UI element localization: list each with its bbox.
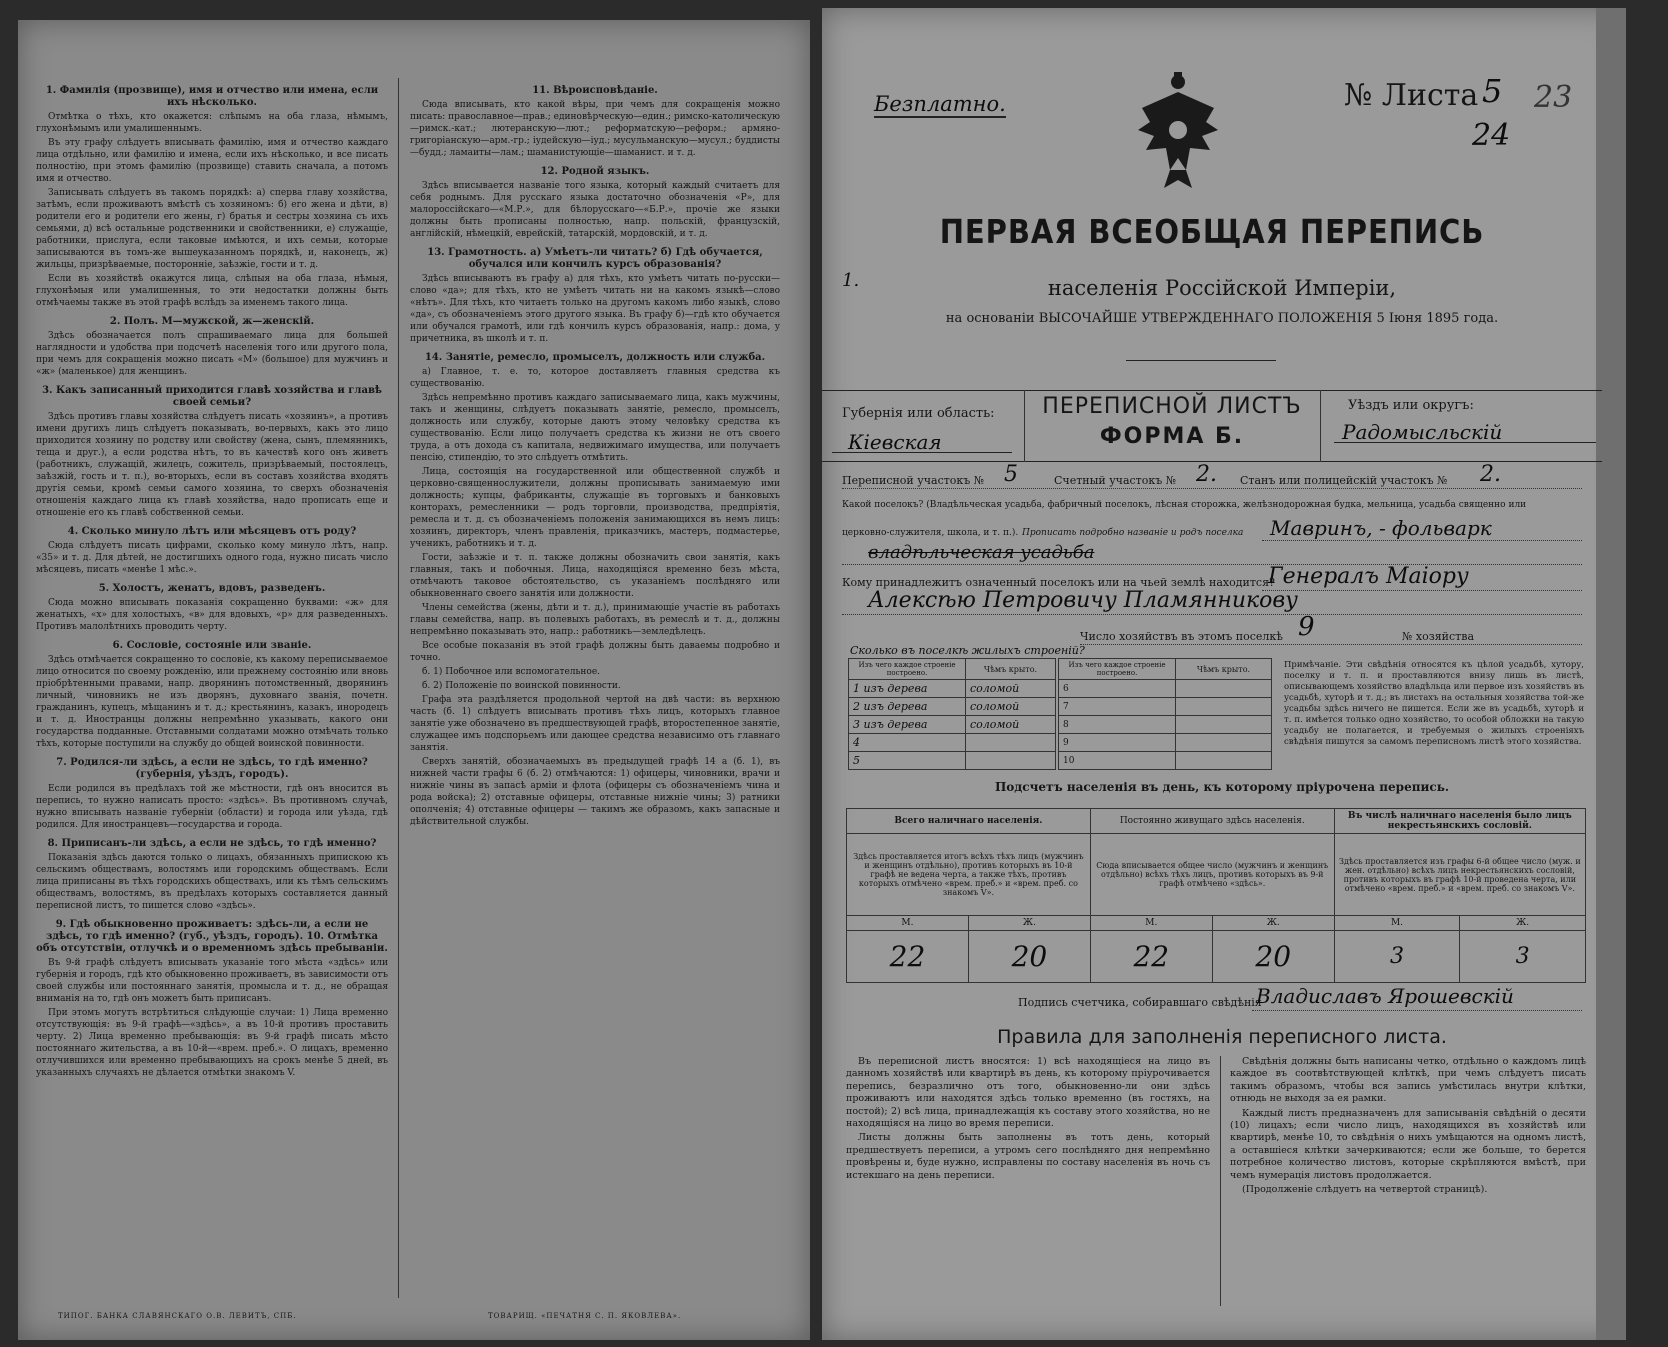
building-roof [1176,752,1272,770]
instructions-column-1 [36,78,388,1298]
section-paragraph: Сюда можно вписывать показанія сокращенно буквами: «ж» для женатыхъ, «х» для холостыхъ, «в» для вдовыхъ, «р» для разведенныхъ. Противъ малолѣтнихъ проводить черту. [36,598,388,632]
stan-value: 2. [1480,462,1501,487]
population-count-table [846,808,1586,983]
building-number: 7 [1059,698,1176,716]
count-desc-nonpeasant: Здѣсь проставляется изъ графы 6-й общее число (муж. и жен. отдѣльно) всѣхъ лицъ некрестьянскихъ сословій, противъ которыхъ въ графѣ 10-й проведена черта, или отмѣчено «врем. преб.» и «врем. преб. со знакомъ V». [1334,834,1585,916]
owner-line-2 [842,614,1582,615]
section-heading: 5. Холостъ, женатъ, вдовъ, разведенъ. [98,583,326,594]
uchastok-line [842,488,1582,489]
buildings-label: Сколько въ поселкѣ жилыхъ строеній? [850,644,1085,657]
section-paragraph: Здѣсь отмѣчается сокращенно то сословіе, къ какому переписываемое лицо относится по своему рожденію, или прежнему состоянію или вновь пріобрѣтенными правами, напр. дворянинъ потомственный, дворянинъ личный, чиновникъ не изъ дворянъ, духовнаго званія, почетн. гражданинъ, купецъ, мѣщанинъ и т. д.; крестьянинъ, казакъ, инородецъ и т. д. Иностранцы должны непремѣнно указывать, какого они государства подданные. Отставными солдатами можно отмѣчать только тѣхъ, которые поступили на службу до общей воинской повинности. [36,655,388,749]
building-roof [1176,680,1272,698]
section-paragraph: Если въ хозяйствѣ окажутся лица, слѣпыя на оба глаза, нѣмыя, глухонѣмыя или умалишенныя, то эти недостатки должны быть отмѣчаемы также въ этой графѣ вслѣдъ за именемъ такого лица. [36,274,388,308]
rules-title: Правила для заполненія переписного листа. [997,1026,1447,1048]
signature-line [1252,1010,1582,1011]
poselok-line [1262,540,1582,541]
household-no-label: № хозяйства [1402,630,1474,643]
section-heading: 2. Полъ. М—мужской, ж—женскій. [109,316,315,327]
section-heading: 9. Гдѣ обыкновенно проживаетъ: здѣсь-ли, а если не здѣсь, то гдѣ именно? (губ., уѣздъ, городъ). 10. Отмѣтка объ отсутствіи, отлучкѣ и о временномъ здѣсь пребываніи. [36,919,388,954]
count-total-m: 22 [847,931,969,983]
owner-value-2: Алексѣю Петровичу Пламянникову [868,588,1298,613]
section-paragraph: Лица, состоящія на государственной или общественной службѣ и церковно-священнослужители, должны прописывать занимаемую ими должность; купцы, фабриканты, служащіе въ торговыхъ и банковыхъ конторахъ, ремесленники — родъ торговли, производства, предпріятія, ремесла и т. д. съ обозначеніемъ положенія занимающихся въ немъ лицъ: хозяинъ, директоръ, членъ правленія, приказчикъ, мастеръ, подмастерье, ученикъ, работникъ и т. д. [410,467,780,549]
section-heading: 6. Сословіе, состояніе или званіе. [112,640,312,651]
signature-value: Владиславъ Ярошевскій [1256,984,1514,1008]
building-row [849,680,1056,698]
count-permanent-zh: 20 [1212,931,1334,983]
count-desc-permanent: Сюда вписывается общее число (мужчинъ и женщинъ отдѣльно) всѣхъ тѣхъ лицъ, противъ которыхъ въ 9-й графѣ отмѣчено «здѣсь». [1090,834,1334,916]
sheet-number-value: 5 [1482,72,1503,110]
section-heading: 13. Грамотность. а) Умѣетъ-ли читать? б) Гдѣ обучается, обучался или кончилъ курсъ образованія? [427,247,763,270]
rules-paragraph: Каждый листъ предназначенъ для записыванія свѣдѣній о десяти (10) лицахъ; если число лицъ, находящихся въ хозяйствѣ или квартирѣ, менѣе 10, то свѣдѣнія о нихъ умѣщаются на одномъ листѣ, а оставшіеся клѣтки зачеркиваются; если же больше, то берется потребное количество листовъ, которые скрѣпляются вмѣстѣ, при чемъ нумерація листовъ продолжается. [1230,1107,1586,1181]
count-head-permanent: Постоянно живущаго здѣсь населенія. [1090,809,1334,834]
section-paragraph: б. 1) Побочное или вспомогательное. [422,667,601,677]
section-heading: 3. Какъ записанный приходится главѣ хозяйства и главѣ своей семьи? [42,385,382,408]
count-nonpeasant-m: 3 [1334,931,1460,983]
building-roof [1176,734,1272,752]
stan-label: Станъ или полицейскій участокъ № [1240,474,1448,487]
owner-value-1: Генералъ Маіору [1268,564,1469,589]
section-heading: 7. Родился-ли здѣсь, а если не здѣсь, то гдѣ именно? (губернія, уѣздъ, городъ). [56,757,368,780]
instructions-column-2 [410,78,780,1298]
instructions-page [18,20,810,1340]
section-paragraph: Сюда вписывать, кто какой вѣры, при чемъ для сокращенія можно писать: православное—прав.; единовѣрческую—един.; римско-католическую—римск.-кат.; лютеранскую—лют.; реформатскую—реформ.; армяно-григоріанскую—арм.-гр.; іудейскую—іуд.; мусульманскую—мусул.; буддисты—будд.; ламаиты—лам.; шаманистующіе—шаманист. и т. д. [410,100,780,158]
free-stamp: Безплатно. [874,92,1006,116]
building-roof: соломой [966,680,1056,698]
form-type-title: ПЕРЕПИСНОЙ ЛИСТЪ [1042,394,1302,419]
households-value: 9 [1298,612,1315,642]
printer-imprint-right: ТОВАРИЩ. «ПЕЧАТНЯ С. П. ЯКОВЛЕВА». [488,1312,682,1320]
building-row [1059,680,1272,698]
gubernia-line [832,452,1012,453]
building-roof [1176,698,1272,716]
building-roof [966,752,1056,770]
section-heading: 1. Фамилія (прозвище), имя и отчество или имена, если ихъ нѣсколько. [45,85,379,108]
page-stack-edge [1596,8,1626,1340]
building-material: 5 [849,752,966,770]
schetny-label: Счетный участокъ № [1054,474,1177,487]
m-head: М. [1090,916,1212,931]
bld-head-roof: Чѣмъ крыто. [966,659,1056,680]
sheet-number-label: № Листа [1344,78,1479,113]
building-row [849,716,1056,734]
section-paragraph: Сверхъ занятій, обозначаемыхъ въ предыдущей графѣ 14 а (б. 1), въ нижней части графы 6 (б. 2) отмѣчаются: 1) офицеры, чиновники, врачи и нижніе чины въ запасѣ арміи и флота (офицеры съ обозначеніемъ чина и рода войска); 2) отставные офицеры, отставные нижніе чины; 3) ратники ополченія; 4) отставные офицеры — такимъ же образомъ, какъ запасные и дѣйствительной службы. [410,757,780,827]
sheet-number-alt: 24 [1472,118,1511,153]
building-row [849,734,1056,752]
building-number: 8 [1059,716,1176,734]
gubernia-value: Кіевская [848,430,942,454]
poselok-struck: владѣльческая усадьба [868,542,1095,563]
imperial-eagle-icon [1130,70,1226,192]
section-paragraph: а) Главное, т. е. то, которое доставляетъ главныя средства къ существованію. [410,367,780,389]
building-roof: соломой [966,698,1056,716]
m-head: М. [1334,916,1460,931]
section-paragraph: Отмѣтка о тѣхъ, кто окажется: слѣпымъ на оба глаза, нѣмымъ, глухонѣмымъ или умалишеннымъ. [36,112,388,134]
poselok-value: Мавринъ, - фольварк [1270,516,1492,540]
zh-head: Ж. [1212,916,1334,931]
count-total-zh: 20 [968,931,1090,983]
section-paragraph: Члены семейства (жены, дѣти и т. д.), принимающіе участіе въ работахъ главы семейства, напр. въ полевыхъ работахъ, въ ремеслѣ и т. д., должны непремѣнно показывать это, напр.: работникъ—земледѣлецъ. [410,603,780,637]
poselok-line-2 [842,564,1582,565]
schetny-value: 2. [1196,462,1217,487]
section-paragraph: Записывать слѣдуетъ въ такомъ порядкѣ: а) сперва главу хозяйства, затѣмъ, если проживаютъ вмѣстѣ съ хозяиномъ: б) его жена и дѣти, в) родители его и родители его жены, г) братья и сестры хозяина съ ихъ семьями, д) всѣ остальные родственники и свойственники, е) служащіе, работники, прислуга, если таковые имѣются, и ихъ семьи, которые записываются въ томъ-же вышеуказанномъ порядкѣ, и, наконецъ, ж) жильцы, призрѣваемые, посторонніе, заѣзжіе, гости и т. д. [36,188,388,270]
buildings-table-left [848,658,1056,770]
section-paragraph: Здѣсь противъ главы хозяйства слѣдуетъ писать «хозяинъ», а противъ имени другихъ лицъ слѣдуетъ показывать, во-первыхъ, какъ это лицо приходится хозяину по родству или свойству (жена, сынъ, племянникъ, теща и друг.), а если родства нѣтъ, то въ качествѣ кого онъ живетъ (работникъ, служащій, жилецъ, сожитель, призрѣваемый, постоялецъ, заѣзжій, гость и т. п.), во-вторыхъ, если въ составъ хозяйства входятъ другія семьи, кромѣ семьи самого хозяина, то сверхъ обозначенія отношенія каждаго лица къ главѣ хозяйства, надо прописать еще и отношеніе его къ главѣ собственной семьи. [36,412,388,518]
count-head-nonpeasant: Въ числѣ наличнаго населенія было лицъ некрестьянскихъ сословій. [1334,809,1585,834]
building-material: 1 изъ дерева [849,680,966,698]
section-paragraph: Въ эту графу слѣдуетъ вписывать фамилію, имя и отчество каждаго лица отдѣльно, или фамилію и имена, если ихъ нѣсколько, и все писать полностію, при этомъ фамилію (прозвище) ставить сначала, а потомъ имя и отчество. [36,138,388,184]
section-heading: 12. Родной языкъ. [540,166,650,177]
poselok-hint: Прописать подробно названіе и родъ поселка [1022,528,1244,538]
count-title: Подсчетъ населенія въ день, къ которому пріурочена перепись. [994,780,1450,794]
building-row [1059,698,1272,716]
rules-paragraph: (Продолженіе слѣдуетъ на четвертой страницѣ). [1242,1184,1488,1196]
buildings-table-right [1058,658,1272,770]
section-paragraph: Здѣсь вписывается названіе того языка, который каждый считаетъ для себя роднымъ. Для русскаго языка достаточно обозначенія «Р», для малороссійскаго—«М.Р.», для бѣлорусскаго—«Б.Р.», прочіе же языки должны быть прописаны полностью, напр. польскій, французскій, англійскій, нѣмецкій, еврейскій, татарскій, мордовскій, и т. д. [410,181,780,239]
header-divider-right [1320,390,1321,462]
building-row [1059,734,1272,752]
section-paragraph: Все особые показанія въ этой графѣ должны быть даваемы подробно и точно. [410,641,780,663]
section-heading: 8. Приписанъ-ли здѣсь, а если не здѣсь, то гдѣ именно? [47,838,377,849]
section-paragraph: Показанія здѣсь даются только о лицахъ, обязанныхъ припискою къ сельскимъ обществамъ, волостямъ или городскимъ обществамъ. Если лица приписаны въ тѣхъ городскихъ обществахъ, или къ тѣмъ сельскимъ обществамъ, волостямъ, въ предѣлахъ которыхъ составляется данный переписной листъ, то пишется слово «здѣсь». [36,853,388,911]
building-roof [1176,716,1272,734]
households-label: Число хозяйствъ въ этомъ поселкѣ [1080,630,1283,643]
building-roof: соломой [966,716,1056,734]
printer-imprint-left: ТИПОГ. БАНКА СЛАВЯНСКАГО О.В. ЛЕВИТЪ, СПБ. [58,1312,297,1320]
building-number: 10 [1059,752,1176,770]
section-paragraph: Здѣсь обозначается полъ спрашиваемаго лица для большей наглядности и удобства при подсчетѣ населенія того или другого пола, при чемъ для сокращенія можно писать «М» (большое) для мужчинъ и «ж» (маленькое) для женщинъ. [36,331,388,377]
building-row [849,698,1056,716]
uezd-value: Радомысльскій [1342,420,1503,444]
uezd-line [1334,442,1596,443]
poselok-label: Какой поселокъ? (Владѣльческая усадьба, фабричный поселокъ, лѣсная сторожка, желѣзнодорожная будка, мельница, усадьба священно или [842,500,1527,510]
zh-head: Ж. [1460,916,1586,931]
m-head: М. [847,916,969,931]
census-form-page [822,8,1626,1340]
section-heading: 4. Сколько минуло лѣтъ или мѣсяцевъ отъ роду? [67,526,357,537]
rules-divider [1220,1056,1221,1306]
count-nonpeasant-zh: 3 [1460,931,1586,983]
corner-number: 23 [1534,80,1573,115]
owner-line [1262,590,1582,591]
section-heading: 14. Занятіе, ремесло, промыселъ, должность или служба. [424,352,766,363]
section-paragraph: Сюда слѣдуетъ писать цифрами, сколько кому минуло лѣтъ, напр. «35» и т. д. Для дѣтей, не достигшихъ одного года, нужно писать число мѣсяцевъ, писать «менѣе 1 мѣс.». [36,541,388,575]
uchastok-label: Переписной участокъ № [842,474,985,487]
signature-label: Подпись счетчика, собиравшаго свѣдѣнія [1018,996,1262,1009]
section-paragraph: Въ 9-й графѣ слѣдуетъ вписывать указаніе того мѣста «здѣсь» или губернія и городъ, гдѣ кто обыкновенно проживаетъ, въ зависимости отъ своей службы или постояннаго занятія, промысла и т. д., не обращая вниманія на то, гдѣ онъ можетъ быть приписанъ. [36,958,388,1004]
divider [1126,360,1276,361]
count-desc-total: Здѣсь проставляется итогъ всѣхъ тѣхъ лицъ (мужчинъ и женщинъ отдѣльно), противъ которыхъ въ 10-й графѣ не ведена черта, а также тѣхъ, противъ которыхъ отмѣчено «врем. преб.» и «врем. преб. со знакомъ V». [847,834,1091,916]
owner-label: Кому принадлежитъ означенный поселокъ или на чьей землѣ находится? [842,576,1275,589]
bld-head-material: Изъ чего каждое строеніе построено. [849,659,966,680]
bld-head-roof-2: Чѣмъ крыто. [1176,659,1272,680]
count-permanent-m: 22 [1090,931,1212,983]
rules-column-right [1230,1056,1586,1324]
rules-paragraph: Листы должны быть заполнены въ тотъ день, который предшествуетъ переписи, а утромъ сего послѣдняго дня непремѣнно провѣрены и, буде нужно, исправлены по составу населенія въ ночь съ истекшаго на день переписи. [846,1132,1210,1181]
uezd-label: Уѣздъ или округъ: [1348,398,1474,413]
buildings-note: Примѣчаніе. Эти свѣдѣнія относятся къ цѣлой усадьбѣ, хутору, поселку и т. п. и проставляются внизу лишь въ листѣ, описывающемъ хозяйство владѣльца или первое изъ хозяйствъ въ усадьбѣ, хуторѣ и т. д.; въ листахъ на остальныя хозяйства той-же усадьбы здѣсь ничего не пишется. Если же въ усадьбѣ, хуторѣ и т. п. имѣется только одно хозяйство, то особой обложки на такую усадьбу не полагается, и требуемыя о жилыхъ строеніяхъ свѣдѣнія пишутся за самомъ переписномъ листѣ этого хозяйства. [1284,660,1584,747]
rules-column-left [846,1056,1210,1324]
building-row [1059,752,1272,770]
section-paragraph: При этомъ могутъ встрѣтиться слѣдующіе случаи: 1) Лица временно отсутствующія: въ 9-й графѣ—«здѣсь», а въ 10-й противъ проставить черту. 2) Лица временно пребывающія: въ 9-й графѣ писать мѣсто постояннаго жительства, а въ 10-й—«врем. преб.». О лицахъ, временно отлучившихся или временно пребывающихъ на срокъ менѣе 5 дней, въ указанныхъ случаяхъ не дѣлается отмѣтки знакомъ V. [36,1008,388,1078]
form-title: ПЕРВАЯ ВСЕОБЩАЯ ПЕРЕПИСЬ [939,212,1485,251]
gubernia-label: Губернія или область: [842,406,995,421]
section-heading: 11. Вѣроисповѣданіе. [532,85,658,96]
households-line [1080,644,1582,645]
building-material: 2 изъ дерева [849,698,966,716]
column-divider [398,78,399,1298]
uchastok-value: 5 [1004,462,1018,487]
building-roof [966,734,1056,752]
building-material: 4 [849,734,966,752]
poselok-label-2: церковно-служителя, школа, и т. п.). [842,528,1019,538]
building-row [849,752,1056,770]
section-paragraph: б. 2) Положеніе по воинской повинности. [422,681,621,691]
building-number: 6 [1059,680,1176,698]
section-paragraph: Графа эта раздѣляется продольной чертой на двѣ части: въ верхнюю часть (б. 1) слѣдуетъ вписывать противъ тѣхъ лицъ, которыхъ главное занятіе уже обозначено въ предшествующей графѣ, второстепенное занятіе, служащее имъ подспорьемъ или дающее средства независимо отъ главнаго занятія. [410,695,780,753]
building-number: 9 [1059,734,1176,752]
rules-paragraph: Въ переписной листъ вносятся: 1) всѣ находящіеся на лицо въ данномъ хозяйствѣ или квартирѣ въ день, къ которому пріурочивается перепись, безразлично отъ того, обыкновенно-ли они здѣсь проживаютъ или находятся здѣсь только временно (въ гостяхъ, на постой); 2) всѣ лица, принадлежащія къ составу этого хозяйства, но не находящіяся на лицо во время переписи. [846,1056,1210,1130]
section-paragraph: Здѣсь вписываютъ въ графу а) для тѣхъ, кто умѣетъ читать по-русски—слово «да»; для тѣхъ, кто не умѣетъ читать ни на какомъ языкѣ—слово «нѣтъ». Для тѣхъ, кто читаетъ только на другомъ какомъ либо языкѣ, слово «да», съ обозначеніемъ этого другого языка. Въ графу б)—гдѣ кто обучается или обучался грамотѣ, или гдѣ кончилъ курсъ образованія, напр.: дома, у причетника, въ школѣ и т. п. [410,274,780,344]
zh-head: Ж. [968,916,1090,931]
form-type-subtitle: ФОРМА Б. [1099,424,1245,449]
count-head-total: Всего наличнаго населенія. [847,809,1091,834]
bld-head-material-2: Изъ чего каждое строеніе построено. [1059,659,1176,680]
form-subtitle: населенія Россійской Имперіи, [1047,276,1397,300]
form-basis: на основаніи ВЫСОЧАЙШЕ УТВЕРЖДЕННАГО ПОЛОЖЕНІЯ 5 Іюня 1895 года. [945,311,1499,326]
section-paragraph: Если родился въ предѣлахъ той же мѣстности, гдѣ онъ вносится въ перепись, то нужно написать просто: «здѣсь». Въ противномъ случаѣ, нужно вписывать названіе губерніи (области) и города или уѣзда, гдѣ родился. Для иностранцевъ—государства и города. [36,784,388,830]
margin-mark: 1. [842,270,860,291]
section-paragraph: Здѣсь непремѣнно противъ каждаго записываемаго лица, какъ мужчины, такъ и женщины, слѣдуетъ показывать занятіе, ремесло, промыселъ, должность или службу, которые даютъ этому человѣку средства къ существованію. Если лицо получаетъ средства къ жизни не отъ своего труда, а отъ дохода съ капитала, недвижимаго имущества, или получаетъ пенсію, стипендію, то это слѣдуетъ отмѣтить. [410,393,780,463]
rules-paragraph: Свѣдѣнія должны быть написаны четко, отдѣльно о каждомъ лицѣ каждое въ соотвѣтствующей клѣткѣ, при чемъ слѣдуетъ писать такимъ образомъ, чтобы вся запись умѣстилась внутри клѣтки, отнюдь не выходя за ея рамки. [1230,1056,1586,1105]
building-material: 3 изъ дерева [849,716,966,734]
building-row [1059,716,1272,734]
section-paragraph: Гости, заѣзжіе и т. п. также должны обозначить свои занятія, какъ главныя, такъ и побочныя. Лица, находящіяся временно безъ мѣста, отмѣчаютъ таковое обстоятельство, съ указаніемъ послѣдняго или обыкновеннаго своего занятія или должности. [410,553,780,599]
